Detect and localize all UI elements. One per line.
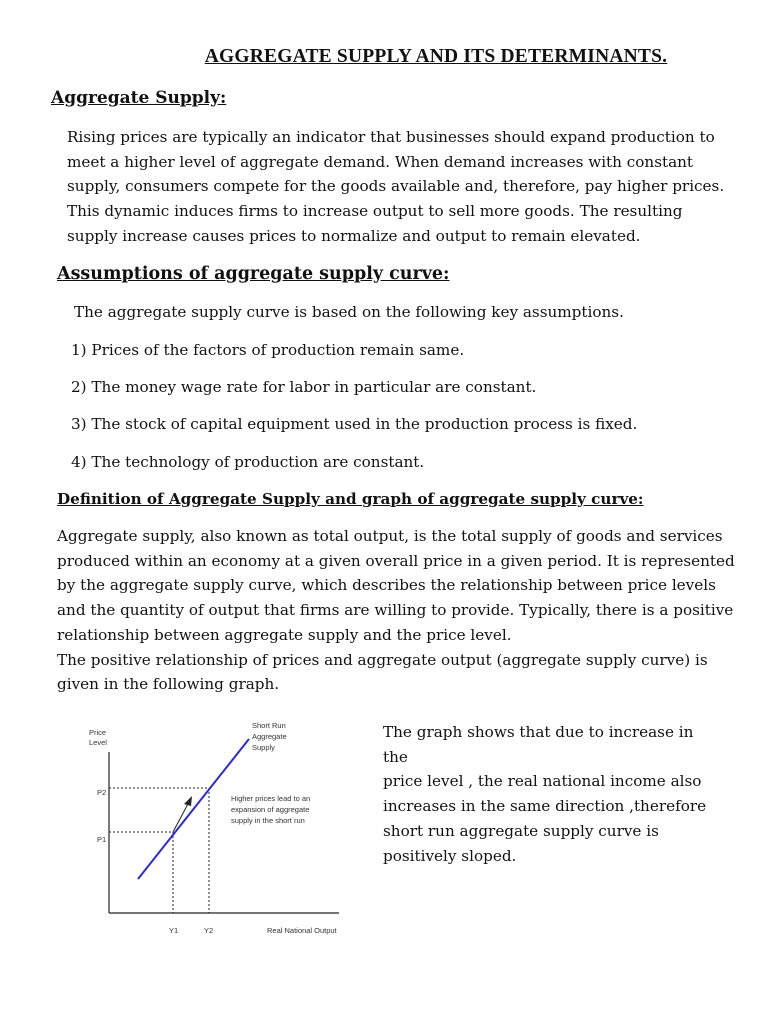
paragraph-line: supply increase causes prices to normalize and output to remain elevated. <box>67 226 641 245</box>
section-heading-aggregate-supply: Aggregate Supply: <box>51 88 227 108</box>
assumption-item: 2) The money wage rate for labor in particular are constant. <box>71 378 537 396</box>
p2-label: P2 <box>97 788 107 797</box>
paragraph-line: Rising prices are typically an indicator that businesses should expand production to <box>67 128 715 146</box>
paragraph-line: This dynamic induces firms to increase output to sell more goods. The resulting <box>67 202 683 221</box>
page-title: AGGREGATE SUPPLY AND ITS DETERMINANTS. <box>204 46 668 67</box>
aggregate-supply-graph <box>82 712 362 942</box>
arrow-head-icon <box>184 796 192 806</box>
paragraph-line: short run aggregate supply curve is <box>383 821 659 840</box>
graph-note-line-1: Higher prices lead to an <box>231 794 311 803</box>
assumption-item: 4) The technology of production are constant. <box>71 453 425 471</box>
paragraph-line: given in the following graph. <box>57 675 280 694</box>
graph-explanation <box>383 720 723 868</box>
assumptions-intro: The aggregate supply curve is based on the following key assumptions. <box>74 303 624 321</box>
assumption-item: 1) Prices of the factors of production remain same. <box>71 341 465 359</box>
paragraph-line: meet a higher level of aggregate demand. When demand increases with constant <box>67 152 694 171</box>
paragraph-line: price level , the real national income also <box>383 772 702 791</box>
curve-label-line-2: Aggregate <box>252 732 287 741</box>
section-heading-definition: Definition of Aggregate Supply and graph of aggregate supply curve: <box>57 490 644 508</box>
x-axis-label: Real National Output <box>267 926 337 935</box>
definition-paragraph <box>57 524 757 697</box>
y2-label: Y2 <box>204 926 214 935</box>
aggregate-supply-paragraph <box>67 125 747 249</box>
paragraph-line: supply, consumers compete for the goods available and, therefore, pay higher prices. <box>67 177 725 196</box>
y-axis-label-price: Price <box>89 728 107 737</box>
graph-note-line-3: supply in the short run <box>231 816 305 825</box>
paragraph-line: The positive relationship of prices and aggregate output (aggregate supply curve) is <box>57 650 708 669</box>
graph-note-line-2: expansion of aggregate <box>231 805 310 814</box>
p1-label: P1 <box>97 835 107 844</box>
section-heading-assumptions: Assumptions of aggregate supply curve: <box>57 264 450 284</box>
paragraph-line: relationship between aggregate supply and the price level. <box>57 625 512 644</box>
paragraph-line: produced within an economy at a given overall price in a given period. It is represented <box>57 551 735 570</box>
y-axis-label-level: Level <box>89 738 107 747</box>
curve-label-line-1: Short Run <box>252 721 286 730</box>
graph-svg <box>82 712 362 942</box>
paragraph-line: by the aggregate supply curve, which describes the relationship between price levels <box>57 576 716 595</box>
paragraph-line: increases in the same direction ,therefore <box>383 797 707 816</box>
paragraph-line: positively sloped. <box>383 846 517 865</box>
paragraph-line: Aggregate supply, also known as total output, is the total supply of goods and services <box>57 527 723 545</box>
paragraph-line: and the quantity of output that firms are willing to provide. Typically, there is a positive <box>57 601 734 620</box>
y1-label: Y1 <box>169 926 179 935</box>
assumption-item: 3) The stock of capital equipment used in the production process is fixed. <box>71 415 638 433</box>
paragraph-line: The graph shows that due to increase in the <box>383 723 694 766</box>
curve-label-line-3: Supply <box>252 743 275 752</box>
